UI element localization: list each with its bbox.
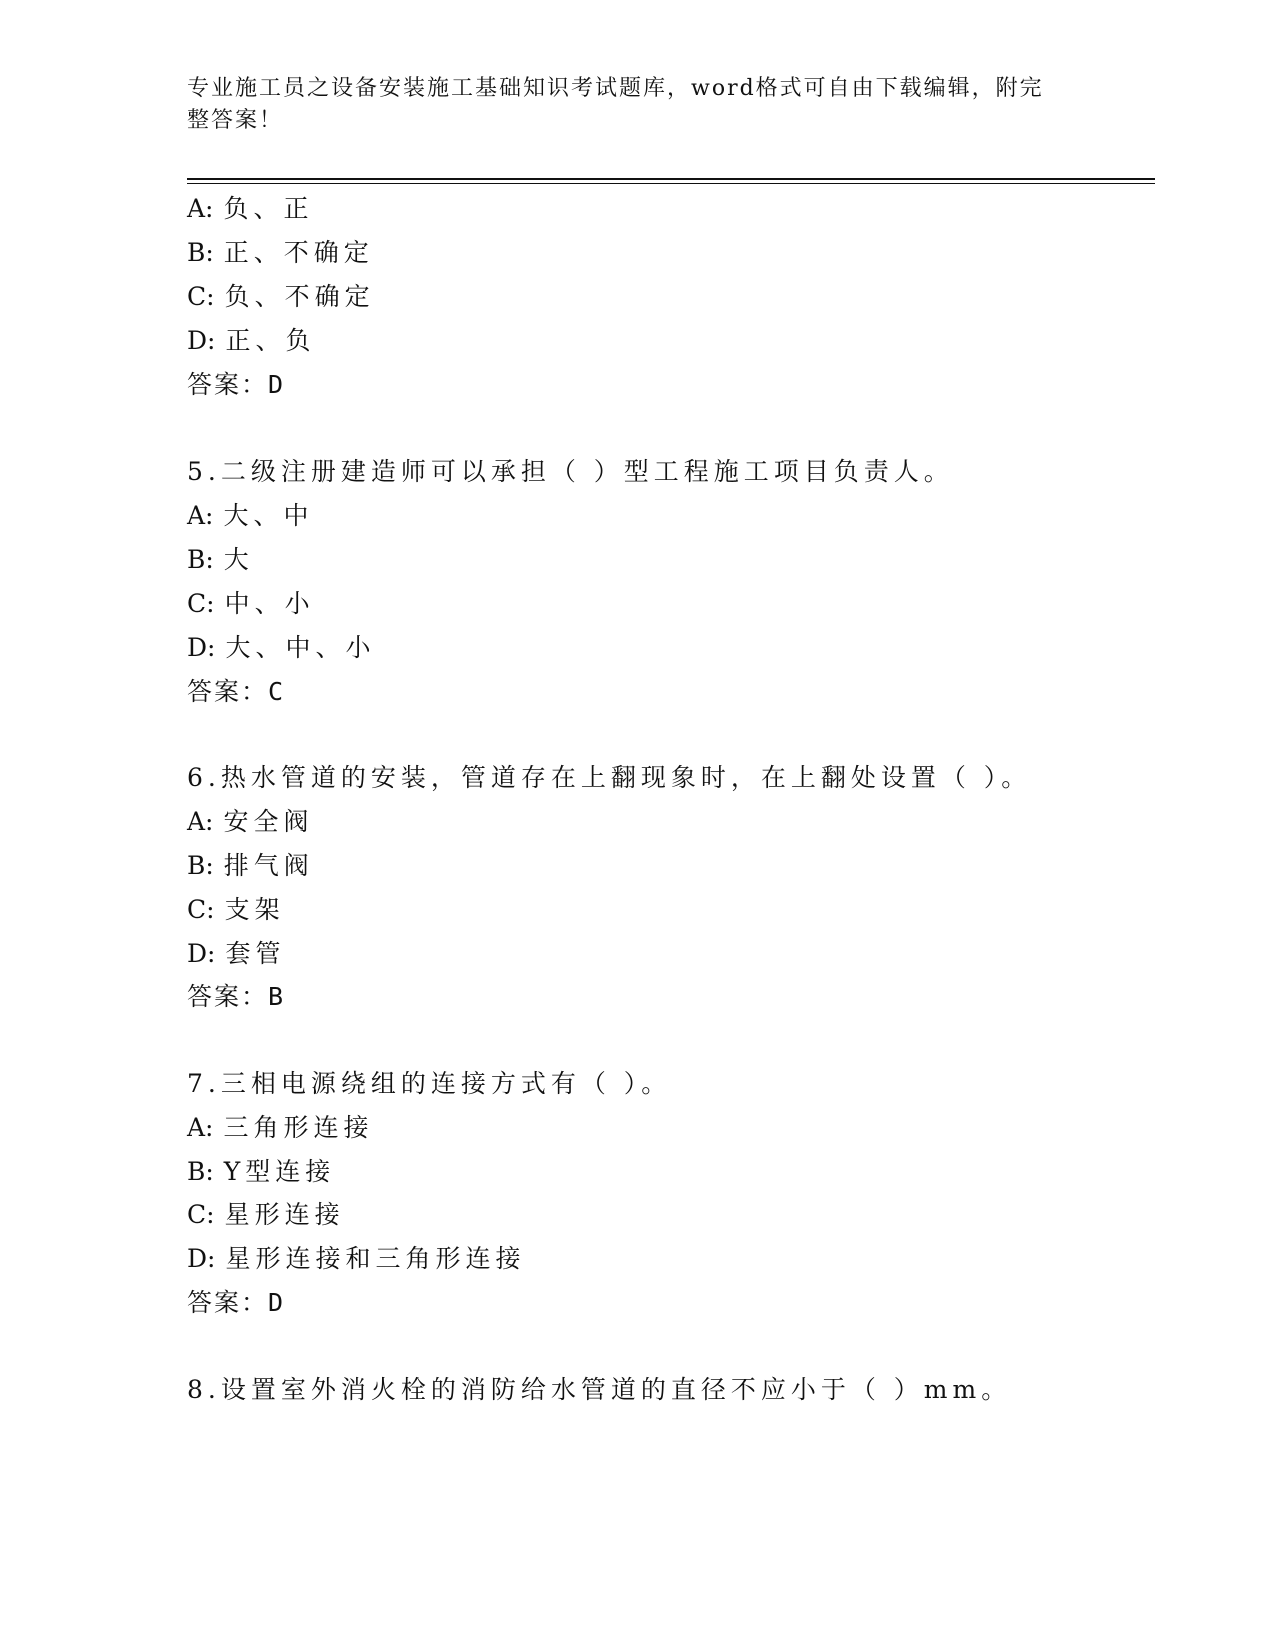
question-5-option-a: A: 大、中 <box>187 501 314 530</box>
question-5-text: 5.二级注册建造师可以承担（ ）型工程施工项目负责人。 <box>187 457 954 486</box>
question-7-text: 7.三相电源绕组的连接方式有（ ）。 <box>187 1069 672 1098</box>
question-4-answer: 答案：D <box>187 370 284 399</box>
question-7-option-b: B: Y型连接 <box>187 1157 336 1186</box>
question-6-option-b: B: 排气阀 <box>187 851 314 880</box>
header-rule-thin <box>187 183 1155 184</box>
question-7-option-c: C: 星形连接 <box>187 1200 345 1229</box>
question-4-option-a: A: 负、正 <box>187 194 314 223</box>
question-7-option-a: A: 三角形连接 <box>187 1113 374 1142</box>
document-page <box>187 0 1157 1650</box>
question-6-option-a: A: 安全阀 <box>187 807 314 836</box>
question-5-answer: 答案：C <box>187 677 284 706</box>
question-6-option-d: D: 套管 <box>187 939 286 968</box>
question-8-text: 8.设置室外消火栓的消防给水管道的直径不应小于（ ）mm。 <box>187 1375 1012 1404</box>
question-5-option-b: B: 大 <box>187 545 254 574</box>
question-6-text: 6.热水管道的安装，管道存在上翻现象时，在上翻处设置（ ）。 <box>187 763 1032 792</box>
question-7-option-d: D: 星形连接和三角形连接 <box>187 1244 526 1273</box>
question-6-answer: 答案：B <box>187 982 284 1011</box>
header-rule-thick <box>187 178 1155 180</box>
question-4-option-c: C: 负、不确定 <box>187 282 375 311</box>
document-header: 专业施工员之设备安装施工基础知识考试题库，word格式可自由下载编辑，附完整答案！ <box>187 76 1044 133</box>
question-4-option-d: D: 正、负 <box>187 326 316 355</box>
question-7-answer: 答案：D <box>187 1288 284 1317</box>
question-6-option-c: C: 支架 <box>187 895 285 924</box>
question-4-option-b: B: 正、不确定 <box>187 238 374 267</box>
question-5-option-d: D: 大、中、小 <box>187 633 376 662</box>
question-5-option-c: C: 中、小 <box>187 589 315 618</box>
